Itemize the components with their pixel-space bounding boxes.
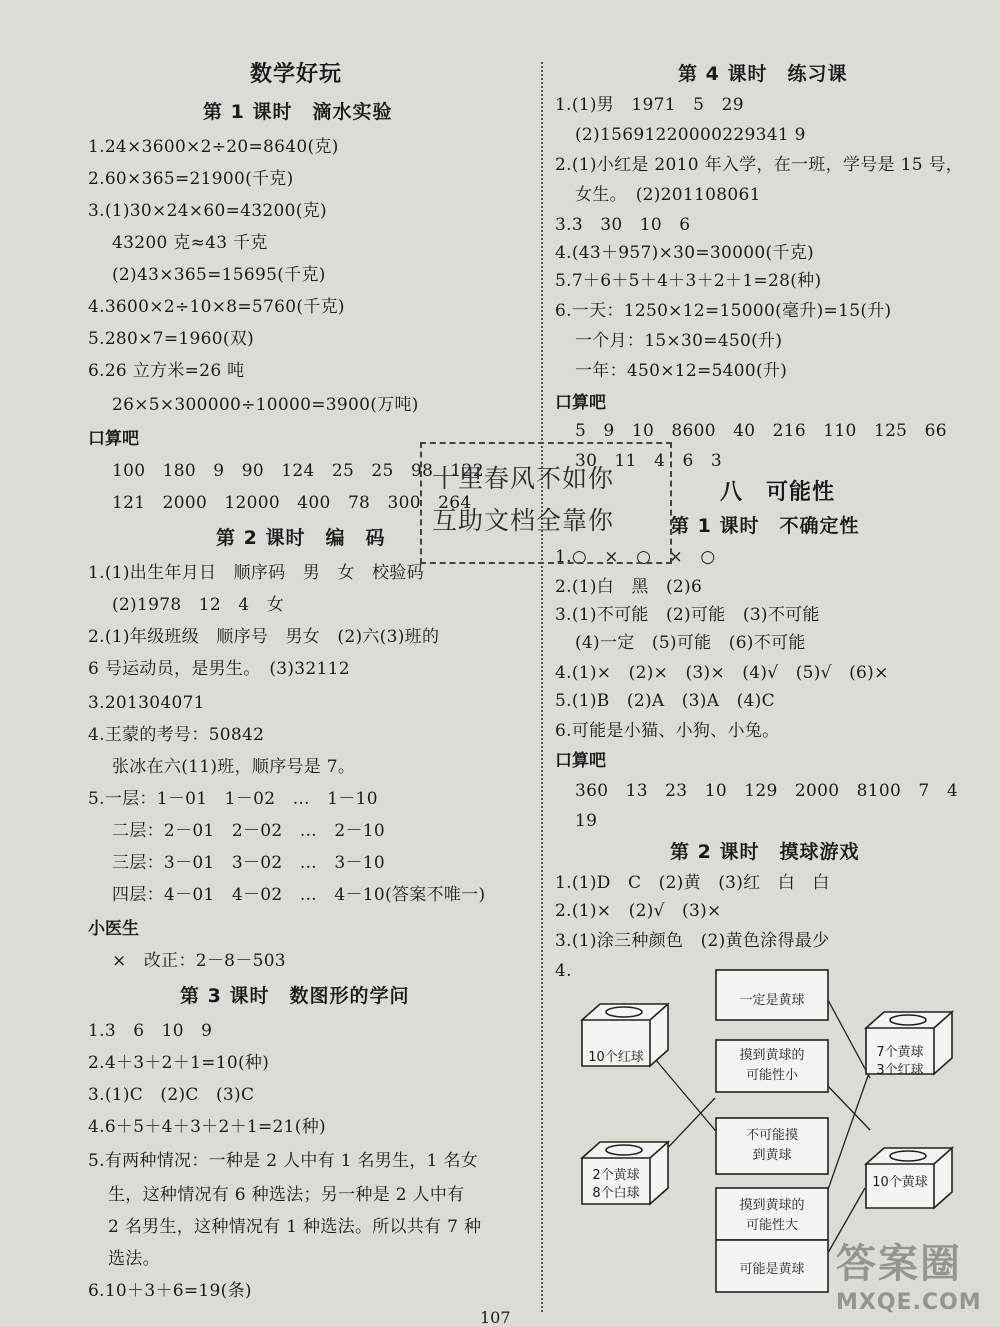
watermark-stamp <box>420 442 672 564</box>
answer-line: 1.3 6 10 9 <box>88 1021 213 1041</box>
answer-line: 6.26 立方米=26 吨 <box>88 361 245 381</box>
answer-line: 3.3 30 10 6 <box>555 215 691 235</box>
answer-line: 26×5×300000÷10000=3900(万吨) <box>112 395 419 415</box>
center-label: 可能性小 <box>745 1068 798 1083</box>
answer-line: × 改正：2－8－503 <box>112 951 286 971</box>
answer-line: 2.(1)× (2)√ (3)× <box>555 901 722 921</box>
box-label: 7个黄球 <box>876 1045 924 1060</box>
center-label: 一定是黄球 <box>739 993 805 1008</box>
answer-line: 1.(1)D C (2)黄 (3)红 白 白 <box>555 873 830 893</box>
answer-line: 5.(1)B (2)A (3)A (4)C <box>555 691 775 711</box>
stamp-line: 互助文档全靠你 <box>432 506 615 535</box>
oral-calc-label: 口算吧 <box>88 429 139 449</box>
answer-line: 2.(1)白 黑 (2)6 <box>555 577 703 597</box>
oral-calc-row: 360 13 23 10 129 2000 8100 7 4 <box>575 781 958 801</box>
match-line <box>650 1053 720 1136</box>
answer-line: 一个月：15×30=450(升) <box>575 331 783 351</box>
oral-calc-row: 30 11 4 6 3 <box>575 451 723 471</box>
answer-line: 1.(1)出生年月日 顺序码 男 女 校验码 <box>88 563 424 583</box>
oral-calc-row: 100 180 9 90 124 25 25 98 122 <box>112 461 484 481</box>
answer-line: 4. <box>555 961 572 981</box>
answer-line: 4.6＋5＋4＋3＋2＋1=21(种) <box>88 1117 326 1137</box>
answer-line: 6.一天：1250×12=15000(毫升)=15(升) <box>555 301 892 321</box>
answer-line: 张冰在六(11)班，顺序号是 7。 <box>112 757 356 777</box>
answer-line: 2.4＋3＋2＋1=10(种) <box>88 1053 270 1073</box>
answer-line: 一年：450×12=5400(升) <box>575 361 788 381</box>
answer-line: 6 号运动员，是男生。 (3)32112 <box>88 659 350 679</box>
answer-line: 女生。 (2)201108061 <box>575 185 761 205</box>
answer-line: 3.(1)不可能 (2)可能 (3)不可能 <box>555 605 820 625</box>
answer-line: 3.(1)30×24×60=43200(克) <box>88 201 327 221</box>
answer-line: 三层：3－01 3－02 … 3－10 <box>112 853 386 873</box>
answer-line: 6.可能是小猫、小狗、小兔。 <box>555 721 780 741</box>
oral-calc-row: 121 2000 12000 400 78 300 264 <box>112 493 472 513</box>
answer-line: 3.201304071 <box>88 693 205 713</box>
answer-line: 5.280×7=1960(双) <box>88 329 254 349</box>
lesson3-heading: 第 3 课时 数图形的学问 <box>180 985 410 1007</box>
lesson-k1-heading: 第 1 课时 不确定性 <box>670 515 860 537</box>
answer-line: 4.(43＋957)×30=30000(千克) <box>555 243 814 263</box>
lesson4-heading: 第 4 课时 练习课 <box>678 63 848 85</box>
answer-line: 2 名男生，这种情况有 1 种选法。所以共有 7 种 <box>108 1217 482 1237</box>
answer-line: 2.60×365=21900(千克) <box>88 169 294 189</box>
answer-line: (2)1978 12 4 女 <box>112 595 284 615</box>
site-watermark-logo: 答案圈 <box>836 1241 962 1287</box>
answer-line: 5.一层：1－01 1－02 … 1－10 <box>88 789 378 809</box>
stamp-line: 十里春风不如你 <box>432 464 615 493</box>
box-hole <box>890 1151 926 1161</box>
oral-calc-row: 5 9 10 8600 40 216 110 125 66 <box>575 421 947 441</box>
answer-line: 二层：2－01 2－02 … 2－10 <box>112 821 386 841</box>
section-title: 数学好玩 <box>250 62 343 87</box>
answer-line: 选法。 <box>108 1249 160 1269</box>
answer-line: 5.有两种情况：一种是 2 人中有 1 名男生，1 名女 <box>88 1151 479 1171</box>
box-label: 10个黄球 <box>872 1175 928 1190</box>
page-number: 107 <box>480 1308 511 1327</box>
box-label: 2个黄球 <box>592 1168 640 1183</box>
box-label: 10个红球 <box>588 1050 644 1065</box>
answer-line: 1.24×3600×2÷20=8640(克) <box>88 137 339 157</box>
center-label: 摸到黄球的 <box>739 1198 805 1213</box>
oral-calc-label: 口算吧 <box>555 751 606 771</box>
box-hole <box>606 1007 642 1017</box>
box-label: 3个红球 <box>876 1063 924 1078</box>
answer-line: 6.10＋3＋6=19(条) <box>88 1281 252 1301</box>
little-doctor-label: 小医生 <box>88 919 139 939</box>
answer-line: 43200 克≈43 千克 <box>112 233 268 253</box>
oral-calc-row: 19 <box>575 811 598 831</box>
box-label: 8个白球 <box>592 1186 640 1201</box>
oral-calc-label: 口算吧 <box>555 393 606 413</box>
answer-line: 四层：4－01 4－02 … 4－10(答案不唯一) <box>112 885 486 905</box>
answer-line: 3.(1)C (2)C (3)C <box>88 1085 255 1105</box>
lesson-k2-heading: 第 2 课时 摸球游戏 <box>670 841 860 863</box>
center-label: 可能性大 <box>745 1218 798 1233</box>
answer-line: (2)15691220000229341 9 <box>575 125 806 145</box>
answer-line: (4)一定 (5)可能 (6)不可能 <box>575 633 806 653</box>
lesson2-heading: 第 2 课时 编 码 <box>216 527 386 549</box>
answer-line: 3.(1)涂三种颜色 (2)黄色涂得最少 <box>555 931 830 951</box>
unit-title: 八 可能性 <box>720 480 836 505</box>
box-hole <box>890 1015 926 1025</box>
match-line <box>828 1000 870 1078</box>
column-divider <box>541 62 543 1312</box>
answer-line: 5.7＋6＋5＋4＋3＋2＋1=28(种) <box>555 271 822 291</box>
lesson1-heading: 第 1 课时 滴水实验 <box>203 101 393 123</box>
center-label: 到黄球 <box>752 1148 792 1163</box>
answer-line: 1.(1)男 1971 5 29 <box>555 95 744 115</box>
answer-line: 1.○ × ○ × ○ <box>555 547 716 567</box>
answer-line: 4.3600×2÷10×8=5760(千克) <box>88 297 345 317</box>
answer-line: 2.(1)年级班级 顺序号 男女 (2)六(3)班的 <box>88 627 440 647</box>
center-label: 不可能摸 <box>745 1128 798 1143</box>
answer-line: 4.(1)× (2)× (3)× (4)√ (5)√ (6)× <box>555 663 889 683</box>
box-hole <box>606 1145 642 1155</box>
center-label: 可能是黄球 <box>739 1262 805 1277</box>
center-label: 摸到黄球的 <box>739 1048 805 1063</box>
answer-line: 生，这种情况有 6 种选法；另一种是 2 人中有 <box>108 1185 465 1205</box>
answer-line: (2)43×365=15695(千克) <box>112 265 326 285</box>
site-watermark-url: MXQE.COM <box>836 1290 982 1315</box>
answer-line: 2.(1)小红是 2010 年入学，在一班，学号是 15 号， <box>555 155 964 175</box>
answer-line: 4.王蒙的考号：50842 <box>88 725 265 745</box>
